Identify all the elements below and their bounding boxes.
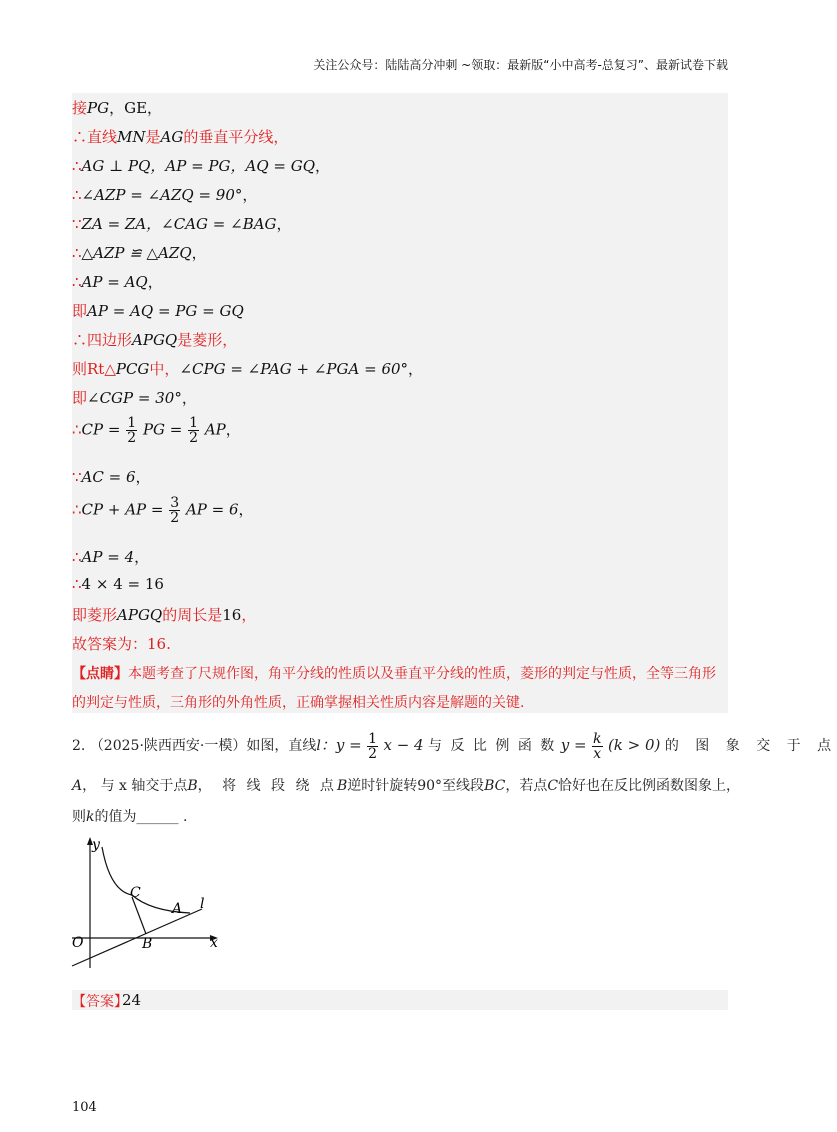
fraction: $\frac{1}{2}$ <box>368 730 378 762</box>
solution-line-10: 则Rt△PCG中，∠CPG = ∠PAG + ∠PGA = 60°， <box>72 360 424 378</box>
solution-line-17: 即菱形APGQ的周长是16， <box>72 606 257 624</box>
label-l: l <box>200 896 205 912</box>
fraction: $\frac{3}{2}$ <box>170 495 180 526</box>
function-graph-figure <box>70 833 230 973</box>
solution-line-3: ∴AG ⊥ PQ，AP = PG，AQ = GQ， <box>72 157 331 175</box>
solution-line-15: ∴AP = 4， <box>72 548 150 566</box>
solution-line-7: ∴AP = AQ， <box>72 273 163 291</box>
solution-line-11: 即∠CGP = 30°， <box>72 389 197 407</box>
label-y: y <box>92 837 100 853</box>
solution-line-9: ∴四边形APGQ是菱形， <box>72 331 238 349</box>
solution-line-1: 接PG，GE， <box>72 99 163 117</box>
solution-line-14: ∴CP + AP = $\frac{3}{2}$ AP = 6， <box>72 495 254 526</box>
solution-line-12: ∴CP = $\frac{1}{2}$ PG = $\frac{1}{2}$ AP， <box>72 415 241 446</box>
solution-line-6: ∴△AZP ≌ △AZQ， <box>72 244 207 262</box>
answer-background <box>72 990 728 1010</box>
label-x: x <box>210 935 218 951</box>
solution-line-16: ∴4 × 4 = 16 <box>72 575 164 593</box>
question-line-1: 2. （2025·陕西西安·一模）如图，直线l：y = $\frac{1}{2}$ x − 4 与 反 比 例 函 数 y = $\frac{k}{x}$ (k > 0) 的 图 象 交 于 点 <box>72 730 837 762</box>
solution-line-4: ∴∠AZP = ∠AZQ = 90°， <box>72 186 258 204</box>
label-c: C <box>130 885 141 901</box>
answer-label: 【答案】 <box>72 994 128 1010</box>
label-a: A <box>172 901 183 917</box>
fraction: $\frac{1}{2}$ <box>127 415 137 446</box>
solution-line-18: 故答案为：16. <box>72 635 171 653</box>
solution-line-5: ∵ZA = ZA，∠CAG = ∠BAG， <box>72 215 292 233</box>
page-header: 关注公众号：陆陆高分冲刺 ~领取：最新版“小中高考-总复习”、最新试卷下载 <box>313 58 728 72</box>
question-line-3: 则k的值为______ . <box>72 809 188 825</box>
page-number: 104 <box>72 1100 97 1115</box>
label-o: O <box>72 935 84 951</box>
fraction: $\frac{k}{x}$ <box>593 730 602 762</box>
solution-line-2: ∴直线MN是AG的垂直平分线， <box>72 128 289 146</box>
fraction: $\frac{1}{2}$ <box>189 415 199 446</box>
key-point-note: 【点睛】本题考查了尺规作图，角平分线的性质以及垂直平分线的性质，菱形的判定与性质，全等三角形 的判定与性质，三角形的外角性质，正确掌握相关性质内容是解题的关键. <box>72 666 716 711</box>
label-b: B <box>142 936 153 952</box>
solution-line-13: ∵AC = 6， <box>72 468 151 486</box>
question-line-2: A， 与 x 轴交于点B， 将 线 段 绕 点B逆时针旋转90°至线段BC，若点C恰好也在反比例函数图象上， <box>72 778 741 794</box>
answer-value: 24 <box>122 991 142 1009</box>
solution-line-8: 即AP = AQ = PG = GQ <box>72 302 244 320</box>
